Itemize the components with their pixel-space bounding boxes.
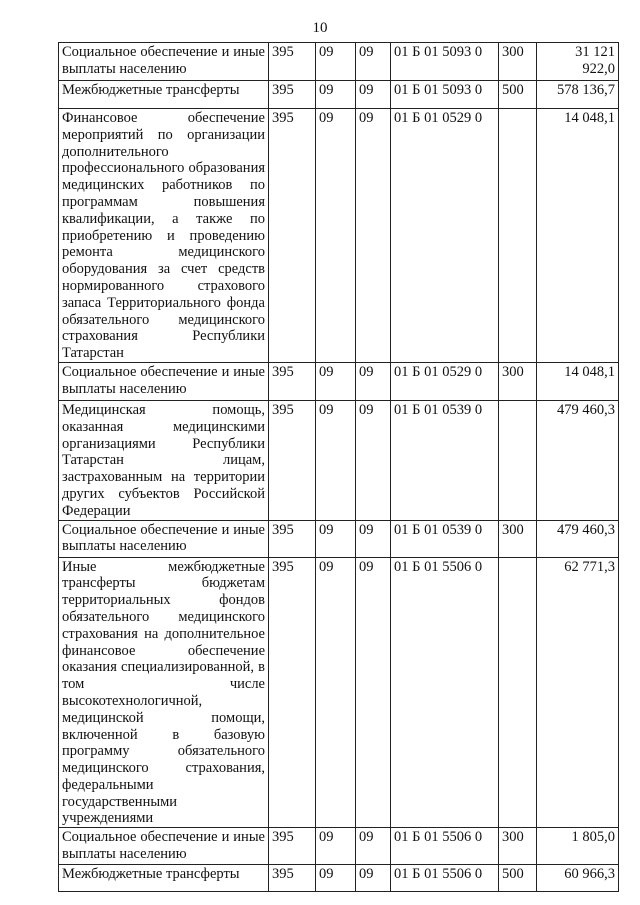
row-amount: 479 460,3 — [537, 520, 619, 557]
table-row — [59, 81, 619, 109]
row-rz: 09 — [316, 400, 356, 520]
row-ved: 395 — [269, 43, 316, 81]
page-number: 10 — [312, 20, 328, 36]
row-pr: 09 — [356, 865, 391, 892]
row-name: Социальное обеспечение и иные выплаты населению — [59, 520, 269, 557]
row-vr: 500 — [499, 865, 537, 892]
row-csr: 01 Б 01 5506 0 — [391, 865, 499, 892]
row-vr — [499, 557, 537, 828]
table-row — [59, 828, 619, 865]
row-rz: 09 — [316, 362, 356, 400]
row-ved: 395 — [269, 109, 316, 363]
row-name: Иные межбюджетные трансферты бюджетам территориальных фондов обязательного медицинского страхования на дополнительное финансовое обеспечение оказания специализированной, в том числе высокотехнологичной, медицинской помощи, включенной в базовую программу обязательного медицинского страхования, федеральными государственными учреждениями — [59, 557, 269, 828]
row-rz: 09 — [316, 865, 356, 892]
row-csr: 01 Б 01 0539 0 — [391, 520, 499, 557]
row-amount: 578 136,7 — [537, 81, 619, 109]
row-name: Социальное обеспечение и иные выплаты населению — [59, 43, 269, 81]
row-rz: 09 — [316, 557, 356, 828]
row-pr: 09 — [356, 43, 391, 81]
row-vr — [499, 400, 537, 520]
row-rz: 09 — [316, 109, 356, 363]
row-csr: 01 Б 01 5506 0 — [391, 557, 499, 828]
row-name: Социальное обеспечение и иные выплаты населению — [59, 362, 269, 400]
row-amount: 14 048,1 — [537, 109, 619, 363]
row-ved: 395 — [269, 557, 316, 828]
row-amount: 14 048,1 — [537, 362, 619, 400]
row-pr: 09 — [356, 828, 391, 865]
row-vr: 300 — [499, 362, 537, 400]
row-rz: 09 — [316, 81, 356, 109]
row-csr: 01 Б 01 5093 0 — [391, 81, 499, 109]
row-amount: 479 460,3 — [537, 400, 619, 520]
row-ved: 395 — [269, 520, 316, 557]
row-rz: 09 — [316, 43, 356, 81]
row-amount: 1 805,0 — [537, 828, 619, 865]
table-row — [59, 43, 619, 81]
row-name: Социальное обеспечение и иные выплаты населению — [59, 828, 269, 865]
row-amount: 31 121 922,0 — [537, 43, 619, 81]
row-vr: 300 — [499, 43, 537, 81]
row-vr: 300 — [499, 828, 537, 865]
row-csr: 01 Б 01 0539 0 — [391, 400, 499, 520]
row-csr: 01 Б 01 0529 0 — [391, 109, 499, 363]
row-vr: 300 — [499, 520, 537, 557]
row-ved: 395 — [269, 865, 316, 892]
row-name: Медицинская помощь, оказанная медицинскими организациями Республики Татарстан лицам, застрахованным на территории других субъектов Российской Федерации — [59, 400, 269, 520]
row-pr: 09 — [356, 109, 391, 363]
row-name: Финансовое обеспечение мероприятий по организации дополнительного профессионального образования медицинских работников по программам повышения квалификации, а также по приобретению и проведению ремонта медицинского оборудования за счет средств нормированного страхового запаса Территориального фонда обязательного медицинского страхования Республики Татарстан — [59, 109, 269, 363]
table-row — [59, 520, 619, 557]
table-row — [59, 109, 619, 363]
row-name: Межбюджетные трансферты — [59, 865, 269, 892]
row-pr: 09 — [356, 362, 391, 400]
row-pr: 09 — [356, 557, 391, 828]
table-row — [59, 557, 619, 828]
row-pr: 09 — [356, 400, 391, 520]
row-pr: 09 — [356, 520, 391, 557]
row-csr: 01 Б 01 0529 0 — [391, 362, 499, 400]
table-row — [59, 400, 619, 520]
row-rz: 09 — [316, 520, 356, 557]
row-vr — [499, 109, 537, 363]
table-row — [59, 865, 619, 892]
row-name: Межбюджетные трансферты — [59, 81, 269, 109]
row-pr: 09 — [356, 81, 391, 109]
row-ved: 395 — [269, 362, 316, 400]
row-vr: 500 — [499, 81, 537, 109]
row-csr: 01 Б 01 5093 0 — [391, 43, 499, 81]
row-rz: 09 — [316, 828, 356, 865]
table-row — [59, 362, 619, 400]
row-ved: 395 — [269, 81, 316, 109]
row-ved: 395 — [269, 400, 316, 520]
budget-table — [58, 42, 619, 892]
row-ved: 395 — [269, 828, 316, 865]
row-csr: 01 Б 01 5506 0 — [391, 828, 499, 865]
row-amount: 62 771,3 — [537, 557, 619, 828]
row-amount: 60 966,3 — [537, 865, 619, 892]
